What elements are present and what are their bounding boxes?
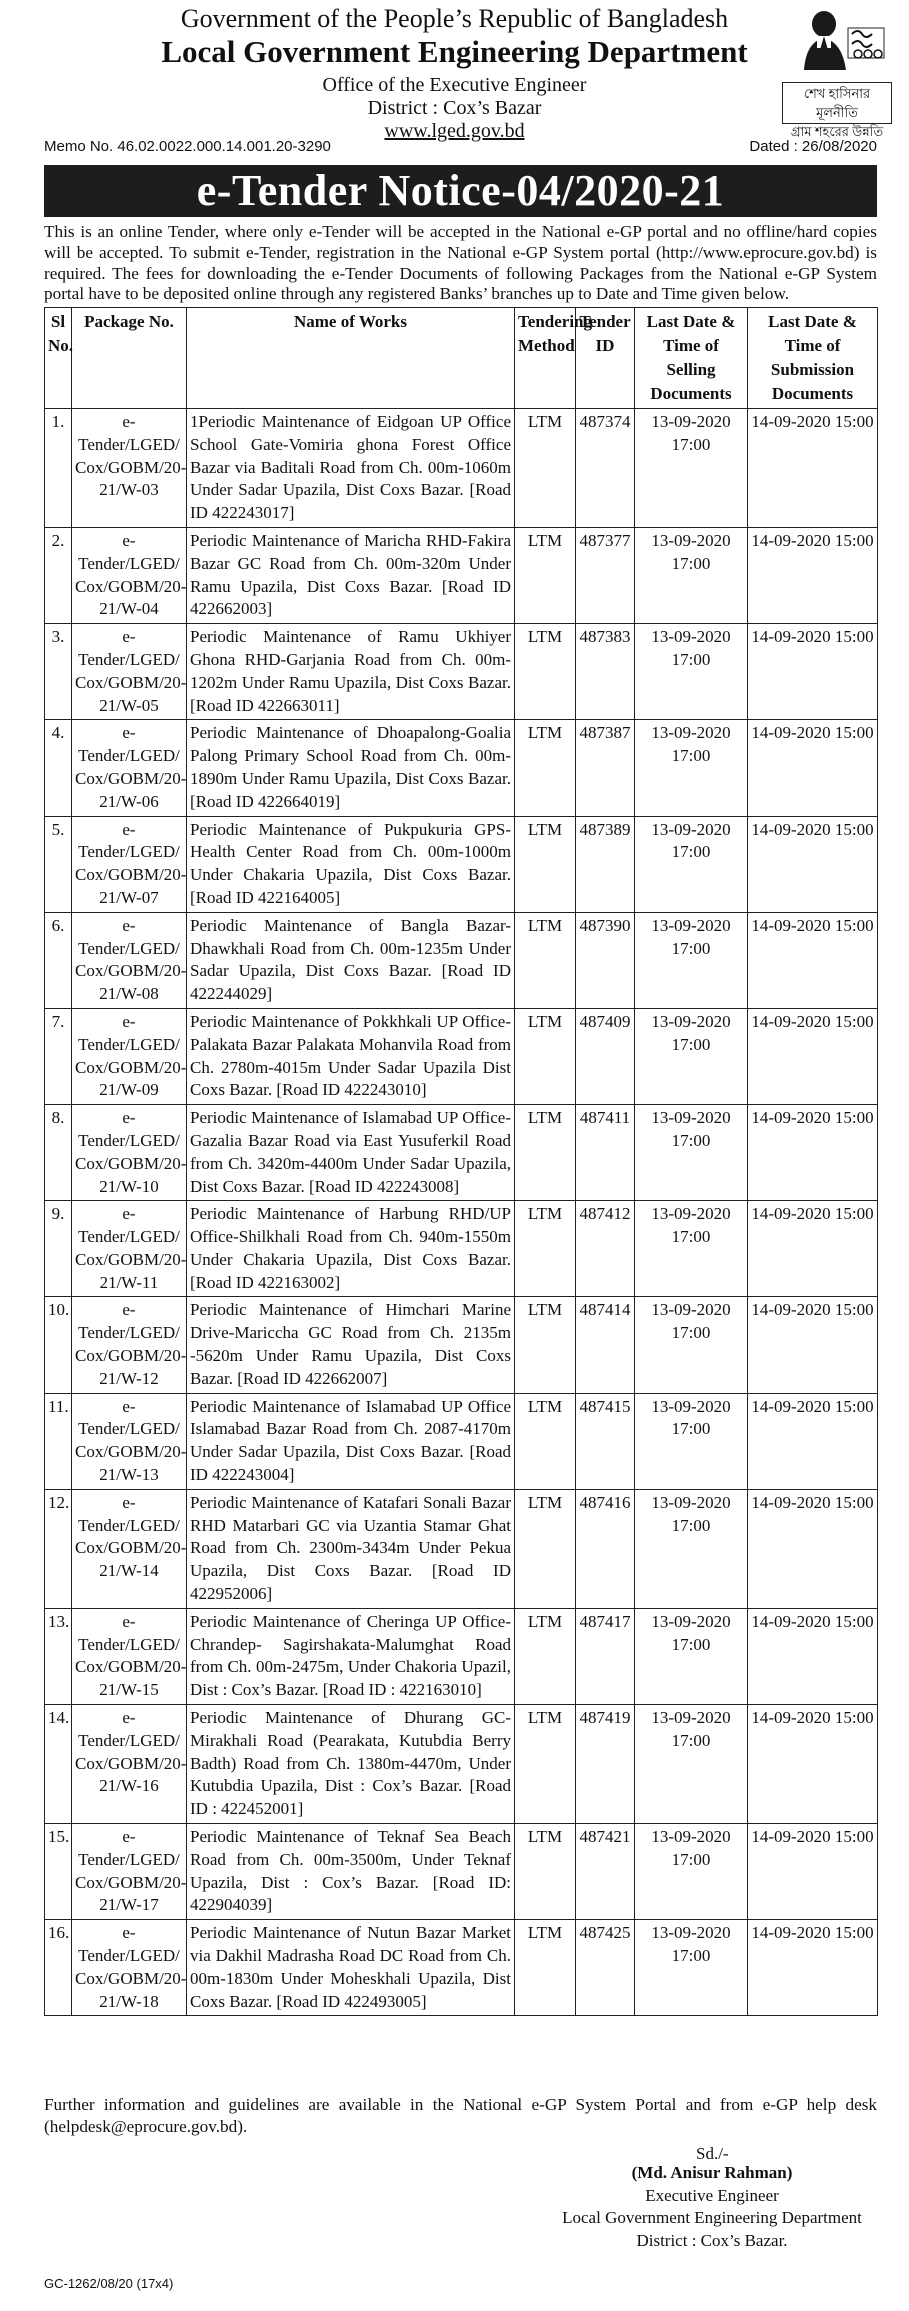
cell-selling: 13-09-2020 17:00 (635, 816, 748, 912)
cell-selling: 13-09-2020 17:00 (635, 527, 748, 623)
cell-submission: 14-09-2020 15:00 (748, 1201, 878, 1297)
cell-works: Periodic Maintenance of Islamabad UP Office-Gazalia Bazar Road via East Yusuferkil Road from Ch. 3420m-4400m Under Sadar Upazila, Dist Coxs Bazar. [Road ID 422243008] (187, 1105, 515, 1201)
table-header-row (45, 308, 878, 409)
cell-submission: 14-09-2020 15:00 (748, 1297, 878, 1393)
cell-selling: 13-09-2020 17:00 (635, 1824, 748, 1920)
cell-submission: 14-09-2020 15:00 (748, 1705, 878, 1824)
cell-selling: 13-09-2020 17:00 (635, 1297, 748, 1393)
cell-method: LTM (515, 1105, 576, 1201)
cell-works: Periodic Maintenance of Himchari Marine Drive-Mariccha GC Road from Ch. 2135m -5620m Under Ramu Upazila, Dist Coxs Bazar. [Road ID 422662007] (187, 1297, 515, 1393)
district-line: District : Cox’s Bazar (367, 97, 542, 119)
cell-tender-id: 487425 (576, 1920, 635, 2016)
cell-tender-id: 487417 (576, 1608, 635, 1704)
cell-package: e-Tender/LGED/ Cox/GOBM/20-21/W-17 (72, 1824, 187, 1920)
table-row (45, 1201, 878, 1297)
cell-package: e-Tender/LGED/ Cox/GOBM/20-21/W-07 (72, 816, 187, 912)
cell-sl: 3. (45, 624, 72, 720)
cell-method: LTM (515, 1201, 576, 1297)
cell-package: e-Tender/LGED/ Cox/GOBM/20-21/W-14 (72, 1489, 187, 1608)
cell-tender-id: 487414 (576, 1297, 635, 1393)
website-link[interactable]: www.lged.gov.bd (384, 120, 525, 142)
cell-sl: 5. (45, 816, 72, 912)
notice-header (0, 0, 909, 165)
cell-sl: 1. (45, 409, 72, 528)
cell-works: Periodic Maintenance of Bangla Bazar-Dhawkhali Road from Ch. 00m-1235m Under Sadar Upazila, Dist Coxs Bazar. [Road ID 422244029] (187, 912, 515, 1008)
intro-paragraph: This is an online Tender, where only e-Tender will be accepted in the National e-GP portal and no offline/hard copies will be accepted. To submit e-Tender, registration in the National e-GP System portal (http://www.eprocure.gov.bd) is required. The fees for downloading the e-Tender Documents of following Packages from the National e-GP System portal have to be deposited online through any registered Banks’ branches up to Date and Time given below. (44, 222, 877, 304)
cell-method: LTM (515, 527, 576, 623)
cell-works: Periodic Maintenance of Ramu Ukhiyer Ghona RHD-Garjania Road from Ch. 00m-1202m Under Ramu Upazila, Dist Coxs Bazar. [Road ID 422663011] (187, 624, 515, 720)
slogan-box (782, 82, 892, 139)
cell-method: LTM (515, 1393, 576, 1489)
cell-method: LTM (515, 1608, 576, 1704)
cell-method: LTM (515, 1824, 576, 1920)
cell-sl: 12. (45, 1489, 72, 1608)
cell-package: e-Tender/LGED/ Cox/GOBM/20-21/W-18 (72, 1920, 187, 2016)
cell-package: e-Tender/LGED/ Cox/GOBM/20-21/W-04 (72, 527, 187, 623)
cell-works: Periodic Maintenance of Pukpukuria GPS-Health Center Road from Ch. 00m-1000m Under Chakaria Upazila, Dist Coxs Bazar. [Road ID 422164005] (187, 816, 515, 912)
cell-works: Periodic Maintenance of Teknaf Sea Beach Road from Ch. 00m-3500m, Under Teknaf Upazila, Dist : Cox’s Bazar. [Road ID: 422904039] (187, 1824, 515, 1920)
cell-package: e-Tender/LGED/ Cox/GOBM/20-21/W-12 (72, 1297, 187, 1393)
cell-selling: 13-09-2020 17:00 (635, 1105, 748, 1201)
cell-submission: 14-09-2020 15:00 (748, 1824, 878, 1920)
cell-sl: 10. (45, 1297, 72, 1393)
cell-package: e-Tender/LGED/ Cox/GOBM/20-21/W-11 (72, 1201, 187, 1297)
department-name: Local Government Engineering Department (161, 34, 748, 69)
cell-works: Periodic Maintenance of Dhurang GC-Mirakhali Road (Pearakata, Kutubdia Berry Badth) Road from Ch. 1380m-4470m, Under Kutubdia Upazila, Dist : Cox’s Bazar. [Road ID : 422452001] (187, 1705, 515, 1824)
slogan-line-1: শেখ হাসিনার মূলনীতি (803, 86, 871, 120)
signatory-district: District : Cox’s Bazar. (636, 2230, 788, 2250)
cell-submission: 14-09-2020 15:00 (748, 912, 878, 1008)
table-row (45, 1920, 878, 2016)
cell-tender-id: 487421 (576, 1824, 635, 1920)
cell-selling: 13-09-2020 17:00 (635, 1608, 748, 1704)
signatory-department: Local Government Engineering Department (562, 2208, 862, 2228)
cell-submission: 14-09-2020 15:00 (748, 1489, 878, 1608)
table-row (45, 816, 878, 912)
dated: Dated : 26/08/2020 (749, 138, 877, 155)
cell-sl: 9. (45, 1201, 72, 1297)
table-row (45, 1489, 878, 1608)
cell-selling: 13-09-2020 17:00 (635, 720, 748, 816)
cell-package: e-Tender/LGED/ Cox/GOBM/20-21/W-13 (72, 1393, 187, 1489)
signature-mark: Sd./- (696, 2144, 729, 2163)
cell-submission: 14-09-2020 15:00 (748, 1393, 878, 1489)
cell-sl: 13. (45, 1608, 72, 1704)
cell-method: LTM (515, 816, 576, 912)
cell-submission: 14-09-2020 15:00 (748, 527, 878, 623)
header-tender-id: Tender ID (576, 308, 635, 409)
cell-sl: 7. (45, 1008, 72, 1104)
header-method: Tendering Method (515, 308, 576, 409)
cell-selling: 13-09-2020 17:00 (635, 1201, 748, 1297)
slogan-line-2: গ্রাম শহরের উন্নতি (790, 124, 884, 139)
cell-sl: 14. (45, 1705, 72, 1824)
cell-works: Periodic Maintenance of Dhoapalong-Goalia Palong Primary School Road from Ch. 00m-1890m Under Ramu Upazila, Dist Coxs Bazar. [Road ID 422664019] (187, 720, 515, 816)
table-row (45, 720, 878, 816)
cell-submission: 14-09-2020 15:00 (748, 720, 878, 816)
cell-tender-id: 487390 (576, 912, 635, 1008)
cell-sl: 8. (45, 1105, 72, 1201)
cell-sl: 4. (45, 720, 72, 816)
cell-selling: 13-09-2020 17:00 (635, 912, 748, 1008)
cell-method: LTM (515, 1008, 576, 1104)
cell-submission: 14-09-2020 15:00 (748, 1105, 878, 1201)
cell-selling: 13-09-2020 17:00 (635, 409, 748, 528)
cell-package: e-Tender/LGED/ Cox/GOBM/20-21/W-08 (72, 912, 187, 1008)
memo-number: Memo No. 46.02.0022.000.14.001.20-3290 (44, 138, 331, 155)
cell-works: Periodic Maintenance of Harbung RHD/UP Office-Shilkhali Road from Ch. 940m-1550m Under Chakaria Upazila, Dist Coxs Bazar. [Road ID 422163002] (187, 1201, 515, 1297)
cell-submission: 14-09-2020 15:00 (748, 409, 878, 528)
cell-tender-id: 487374 (576, 409, 635, 528)
cell-works: Periodic Maintenance of Maricha RHD-Fakira Bazar GC Road from Ch. 00m-320m Under Ramu Upazila, Dist Coxs Bazar. [Road ID 422662003] (187, 527, 515, 623)
cell-tender-id: 487377 (576, 527, 635, 623)
mujib-borsho-logo-icon (790, 6, 890, 72)
cell-sl: 16. (45, 1920, 72, 2016)
cell-tender-id: 487387 (576, 720, 635, 816)
cell-package: e-Tender/LGED/ Cox/GOBM/20-21/W-09 (72, 1008, 187, 1104)
cell-method: LTM (515, 720, 576, 816)
cell-submission: 14-09-2020 15:00 (748, 1920, 878, 2016)
cell-tender-id: 487389 (576, 816, 635, 912)
cell-sl: 6. (45, 912, 72, 1008)
table-row (45, 1105, 878, 1201)
table-row (45, 409, 878, 528)
tender-table (44, 307, 878, 2016)
government-line: Government of the People’s Republic of Bangladesh (180, 4, 729, 33)
cell-selling: 13-09-2020 17:00 (635, 1705, 748, 1824)
cell-works: Periodic Maintenance of Cheringa UP Office-Chrandep- Sagirshakata-Malumghat Road from Ch. 00m-2475m, Under Chakoria Upazil, Dist : Cox’s Bazar. [Road ID : 422163010] (187, 1608, 515, 1704)
cell-selling: 13-09-2020 17:00 (635, 624, 748, 720)
cell-selling: 13-09-2020 17:00 (635, 1393, 748, 1489)
gc-code: GC-1262/08/20 (17x4) (44, 2276, 174, 2291)
header-sl: Sl No. (45, 308, 72, 409)
signatory-designation: Executive Engineer (645, 2185, 779, 2205)
cell-sl: 2. (45, 527, 72, 623)
table-row (45, 1008, 878, 1104)
cell-tender-id: 487383 (576, 624, 635, 720)
cell-method: LTM (515, 1489, 576, 1608)
cell-sl: 11. (45, 1393, 72, 1489)
cell-works: Periodic Maintenance of Katafari Sonali Bazar RHD Matarbari GC via Uzantia Stamar Ghat Road from Ch. 2300m-3434m Under Pekua Upazila, Dist Coxs Bazar. [Road ID 422952006] (187, 1489, 515, 1608)
table-row (45, 1824, 878, 1920)
cell-works: Periodic Maintenance of Nutun Bazar Market via Dakhil Madrasha Road DC Road from Ch. 00m-1830m Under Moheskhali Upazila, Dist Coxs Bazar. [Road ID 422493005] (187, 1920, 515, 2016)
cell-method: LTM (515, 1705, 576, 1824)
cell-tender-id: 487411 (576, 1105, 635, 1201)
cell-tender-id: 487409 (576, 1008, 635, 1104)
cell-package: e-Tender/LGED/ Cox/GOBM/20-21/W-03 (72, 409, 187, 528)
table-row (45, 1608, 878, 1704)
cell-submission: 14-09-2020 15:00 (748, 816, 878, 912)
cell-selling: 13-09-2020 17:00 (635, 1008, 748, 1104)
table-row (45, 527, 878, 623)
cell-tender-id: 487412 (576, 1201, 635, 1297)
cell-method: LTM (515, 409, 576, 528)
cell-submission: 14-09-2020 15:00 (748, 1608, 878, 1704)
cell-tender-id: 487419 (576, 1705, 635, 1824)
header-selling: Last Date & Time of Selling Documents (635, 308, 748, 409)
cell-submission: 14-09-2020 15:00 (748, 1008, 878, 1104)
table-row (45, 912, 878, 1008)
cell-submission: 14-09-2020 15:00 (748, 624, 878, 720)
cell-method: LTM (515, 912, 576, 1008)
table-row (45, 1705, 878, 1824)
cell-sl: 15. (45, 1824, 72, 1920)
cell-selling: 13-09-2020 17:00 (635, 1920, 748, 2016)
cell-selling: 13-09-2020 17:00 (635, 1489, 748, 1608)
cell-tender-id: 487415 (576, 1393, 635, 1489)
cell-package: e-Tender/LGED/ Cox/GOBM/20-21/W-15 (72, 1608, 187, 1704)
table-row (45, 624, 878, 720)
cell-package: e-Tender/LGED/ Cox/GOBM/20-21/W-06 (72, 720, 187, 816)
cell-method: LTM (515, 1297, 576, 1393)
further-information: Further information and guidelines are available in the National e-GP System Portal and from e-GP help desk (helpdesk@eprocure.gov.bd). (44, 2095, 877, 2136)
table-row (45, 1297, 878, 1393)
cell-method: LTM (515, 1920, 576, 2016)
cell-tender-id: 487416 (576, 1489, 635, 1608)
header-works: Name of Works (187, 308, 515, 409)
cell-package: e-Tender/LGED/ Cox/GOBM/20-21/W-16 (72, 1705, 187, 1824)
office-line: Office of the Executive Engineer (322, 74, 587, 96)
header-submission: Last Date & Time of Submission Documents (748, 308, 878, 409)
header-package: Package No. (72, 308, 187, 409)
table-row (45, 1393, 878, 1489)
signatory-name: (Md. Anisur Rahman) (631, 2163, 793, 2182)
cell-package: e-Tender/LGED/ Cox/GOBM/20-21/W-10 (72, 1105, 187, 1201)
signature-block (547, 2140, 877, 2252)
notice-title: e-Tender Notice-04/2020-21 (44, 165, 877, 217)
cell-package: e-Tender/LGED/ Cox/GOBM/20-21/W-05 (72, 624, 187, 720)
cell-works: Periodic Maintenance of Islamabad UP Office Islamabad Bazar Road from Ch. 2087-4170m Under Sadar Upazila, Dist Coxs Bazar. [Road ID 422243004] (187, 1393, 515, 1489)
cell-method: LTM (515, 624, 576, 720)
cell-works: 1Periodic Maintenance of Eidgoan UP Office School Gate-Vomiria ghona Forest Office Bazar via Baditali Road from Ch. 00m-1060m Under Sadar Upazila, Dist Coxs Bazar. [Road ID 422243017] (187, 409, 515, 528)
cell-works: Periodic Maintenance of Pokkhkali UP Office-Palakata Bazar Palakata Mohanvila Road from Ch. 2780m-4015m Under Sadar Upazila Dist Coxs Bazar. [Road ID 422243010] (187, 1008, 515, 1104)
